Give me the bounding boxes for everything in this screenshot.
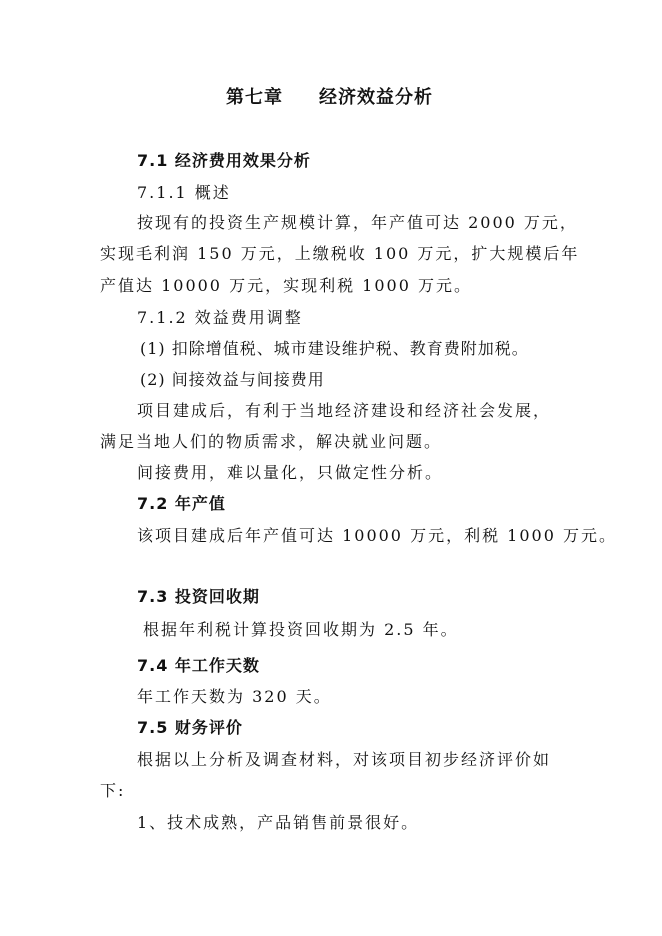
subsection-heading-7-1-2: 7.1.2 效益费用调整 (137, 308, 303, 327)
chapter-name: 经济效益分析 (319, 87, 433, 108)
paragraph-line: 年工作天数为 320 天。 (137, 687, 332, 706)
section-heading-7-1: 7.1 经济费用效果分析 (137, 151, 311, 170)
paragraph-line: 根据年利税计算投资回收期为 2.5 年。 (143, 620, 459, 639)
paragraph-line: 项目建成后，有利于当地经济建设和经济社会发展， (137, 401, 552, 420)
list-item: (1) 扣除增值税、城市建设维护税、教育费附加税。 (140, 339, 529, 358)
paragraph-line: 间接费用，难以量化，只做定性分析。 (137, 463, 444, 482)
section-heading-7-2: 7.2 年产值 (137, 494, 226, 513)
paragraph-line: 该项目建成后年产值可达 10000 万元，利税 1000 万元。 (137, 526, 617, 545)
paragraph-line: 产值达 10000 万元，实现利税 1000 万元。 (100, 276, 472, 295)
paragraph-line: 下: (100, 781, 126, 800)
paragraph-line: 实现毛利润 150 万元，上缴税收 100 万元，扩大规模后年 (100, 244, 580, 263)
list-item: (2) 间接效益与间接费用 (140, 370, 325, 389)
paragraph-line: 根据以上分析及调查材料，对该项目初步经济评价如 (137, 750, 552, 769)
paragraph-line: 按现有的投资生产规模计算，年产值可达 2000 万元， (137, 213, 578, 232)
paragraph-line: 满足当地人们的物质需求，解决就业问题。 (100, 432, 443, 451)
chapter-number: 第七章 (226, 87, 283, 108)
section-heading-7-5: 7.5 财务评价 (137, 718, 243, 737)
section-heading-7-4: 7.4 年工作天数 (137, 656, 260, 675)
subsection-heading-7-1-1: 7.1.1 概述 (137, 183, 231, 202)
chapter-title (226, 88, 433, 108)
section-heading-7-3: 7.3 投资回收期 (137, 587, 260, 606)
list-item: 1、技术成熟，产品销售前景很好。 (137, 813, 420, 832)
